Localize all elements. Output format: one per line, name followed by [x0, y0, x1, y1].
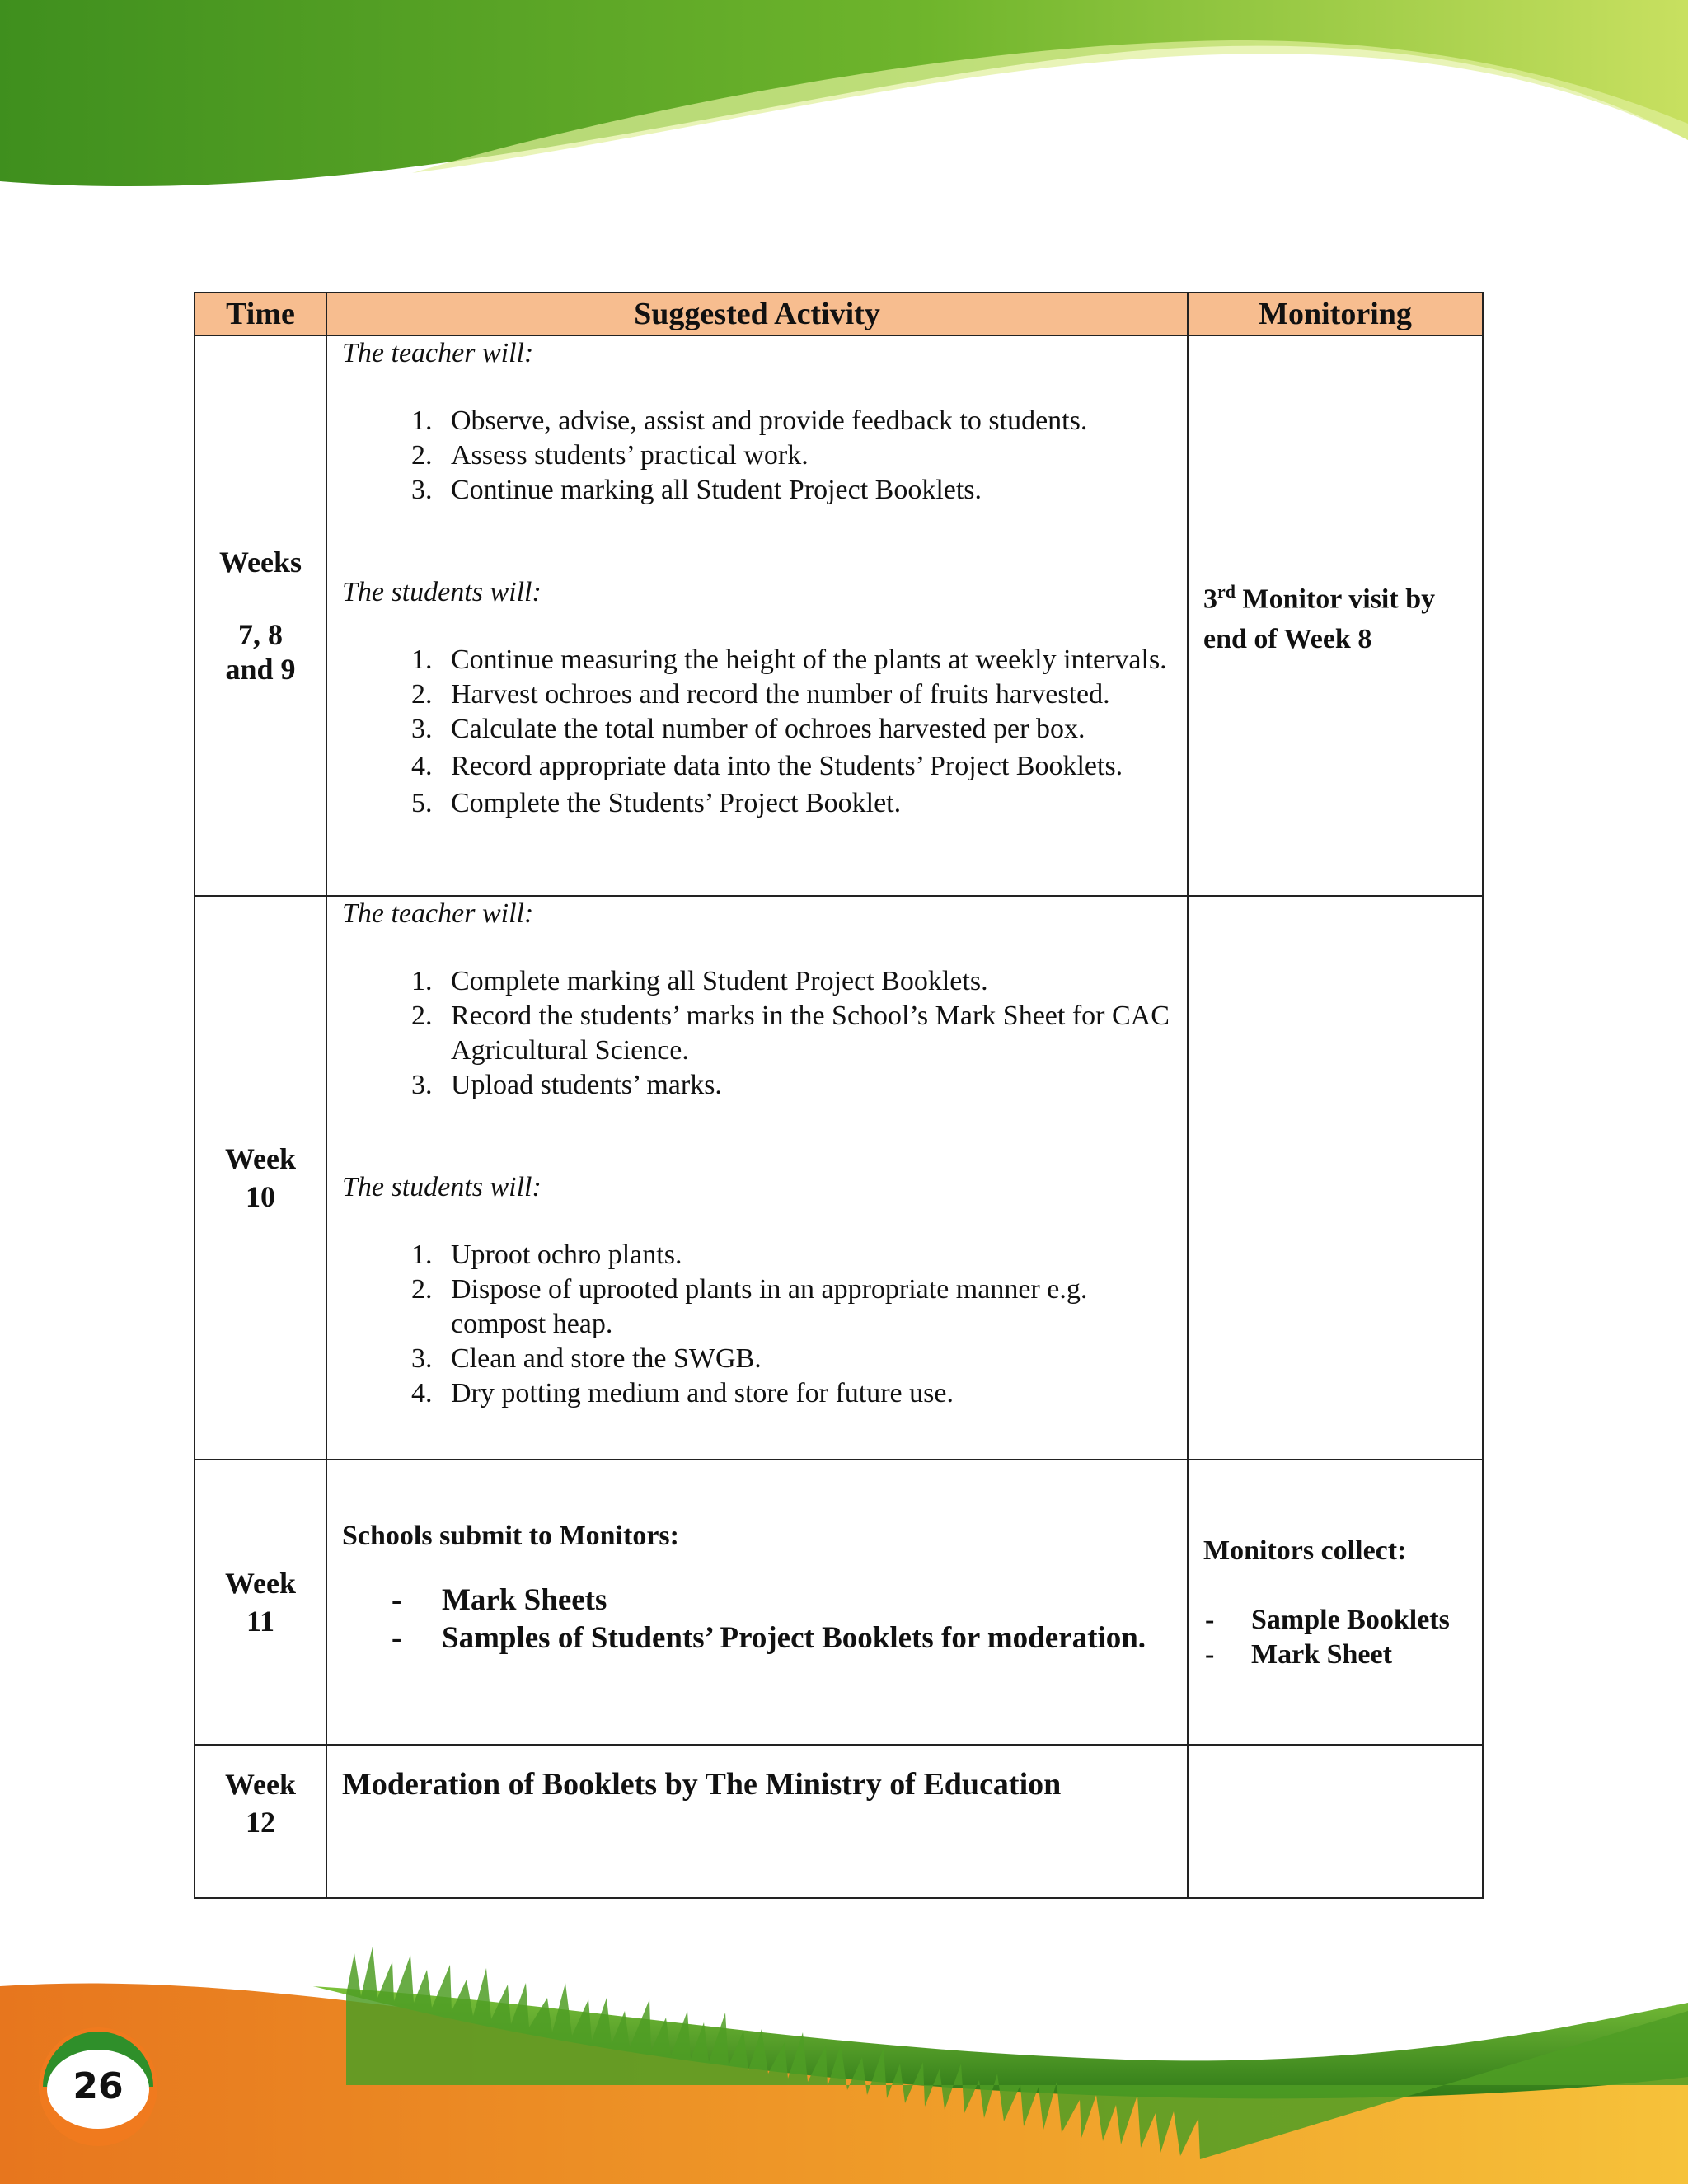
- monitoring-cell: [1188, 1745, 1483, 1898]
- activity-cell: [326, 335, 1188, 896]
- time-cell: [195, 1745, 326, 1898]
- monitoring-cell: [1188, 335, 1483, 896]
- students-list: [342, 1238, 1174, 1411]
- monitoring-cell: [1188, 1460, 1483, 1745]
- list-item: 3. Calculate the total number of ochroes harvested per box.: [439, 712, 1174, 747]
- list-item: 3. Upload students’ marks.: [439, 1068, 1174, 1103]
- students-list: [342, 643, 1174, 821]
- monitoring-cell: [1188, 896, 1483, 1460]
- table-header-row: [195, 293, 1483, 335]
- header-suggested-activity: Suggested Activity: [326, 293, 1188, 335]
- time-label: 12: [246, 1806, 275, 1839]
- table-row: [195, 1745, 1483, 1898]
- list-item: - Mark Sheet: [1205, 1639, 1392, 1670]
- time-label: 11: [246, 1605, 274, 1638]
- list-item: 1. Continue measuring the height of the plants at weekly intervals.: [439, 643, 1174, 677]
- list-item: 2. Assess students’ practical work.: [439, 438, 1174, 473]
- time-label: Weeks: [218, 546, 302, 579]
- time-label: Week: [225, 1768, 296, 1801]
- table-row: [195, 1460, 1483, 1745]
- list-item: - Sample Booklets: [1205, 1605, 1450, 1635]
- time-label: 7, 8: [238, 618, 283, 651]
- students-lead: The students will:: [342, 577, 542, 607]
- time-label: 10: [246, 1180, 275, 1213]
- list-item: - Samples of Students’ Project Booklets for moderation.: [392, 1621, 1146, 1655]
- list-item: 2. Harvest ochroes and record the number of fruits harvested.: [439, 677, 1174, 712]
- table-row: [195, 896, 1483, 1460]
- submit-list: [342, 1582, 1174, 1657]
- time-label: Week: [225, 1142, 296, 1175]
- table-row: [195, 335, 1483, 896]
- list-item: 3. Clean and store the SWGB.: [439, 1342, 1174, 1376]
- page-number: 26: [73, 2065, 124, 2107]
- header-monitoring: Monitoring: [1188, 293, 1483, 335]
- list-item: 4. Record appropriate data into the Students’ Project Booklets.: [439, 749, 1174, 784]
- teacher-lead: The teacher will:: [342, 898, 534, 929]
- teacher-list: [342, 964, 1174, 1103]
- list-item: 1. Observe, advise, assist and provide feedback to students.: [439, 404, 1174, 438]
- monitors-collect-lead: Monitors collect:: [1203, 1535, 1407, 1566]
- list-item: 1. Complete marking all Student Project Booklets.: [439, 964, 1174, 999]
- moderation-text: Moderation of Booklets by The Ministry of Education: [342, 1767, 1062, 1802]
- schedule-table: [194, 292, 1484, 1899]
- list-item: 3. Continue marking all Student Project Booklets.: [439, 473, 1174, 508]
- teacher-lead: The teacher will:: [342, 338, 534, 368]
- activity-cell: [326, 1745, 1188, 1898]
- top-green-banner: [0, 0, 1688, 214]
- list-item: 1. Uproot ochro plants.: [439, 1238, 1174, 1272]
- time-cell: [195, 335, 326, 896]
- collect-list: [1189, 1603, 1482, 1672]
- time-label: Week: [225, 1567, 296, 1600]
- activity-cell: [326, 896, 1188, 1460]
- list-item: 2. Record the students’ marks in the School’s Mark Sheet for CAC Agricultural Science.: [439, 999, 1174, 1068]
- header-time: Time: [195, 293, 326, 335]
- teacher-list: [342, 404, 1174, 508]
- activity-cell: [326, 1460, 1188, 1745]
- list-item: 2. Dispose of uprooted plants in an appropriate manner e.g. compost heap.: [439, 1272, 1174, 1342]
- students-lead: The students will:: [342, 1172, 542, 1202]
- time-cell: [195, 1460, 326, 1745]
- list-item: 4. Dry potting medium and store for future use.: [439, 1376, 1174, 1411]
- submit-lead: Schools submit to Monitors:: [342, 1521, 679, 1551]
- monitoring-text: 3rd Monitor visit by end of Week 8: [1203, 581, 1436, 654]
- list-item: 5. Complete the Students’ Project Booklet.: [439, 786, 1174, 821]
- time-cell: [195, 896, 326, 1460]
- time-label: and 9: [225, 653, 296, 686]
- list-item: - Mark Sheets: [392, 1583, 607, 1617]
- bottom-grass-banner: [0, 1937, 1688, 2184]
